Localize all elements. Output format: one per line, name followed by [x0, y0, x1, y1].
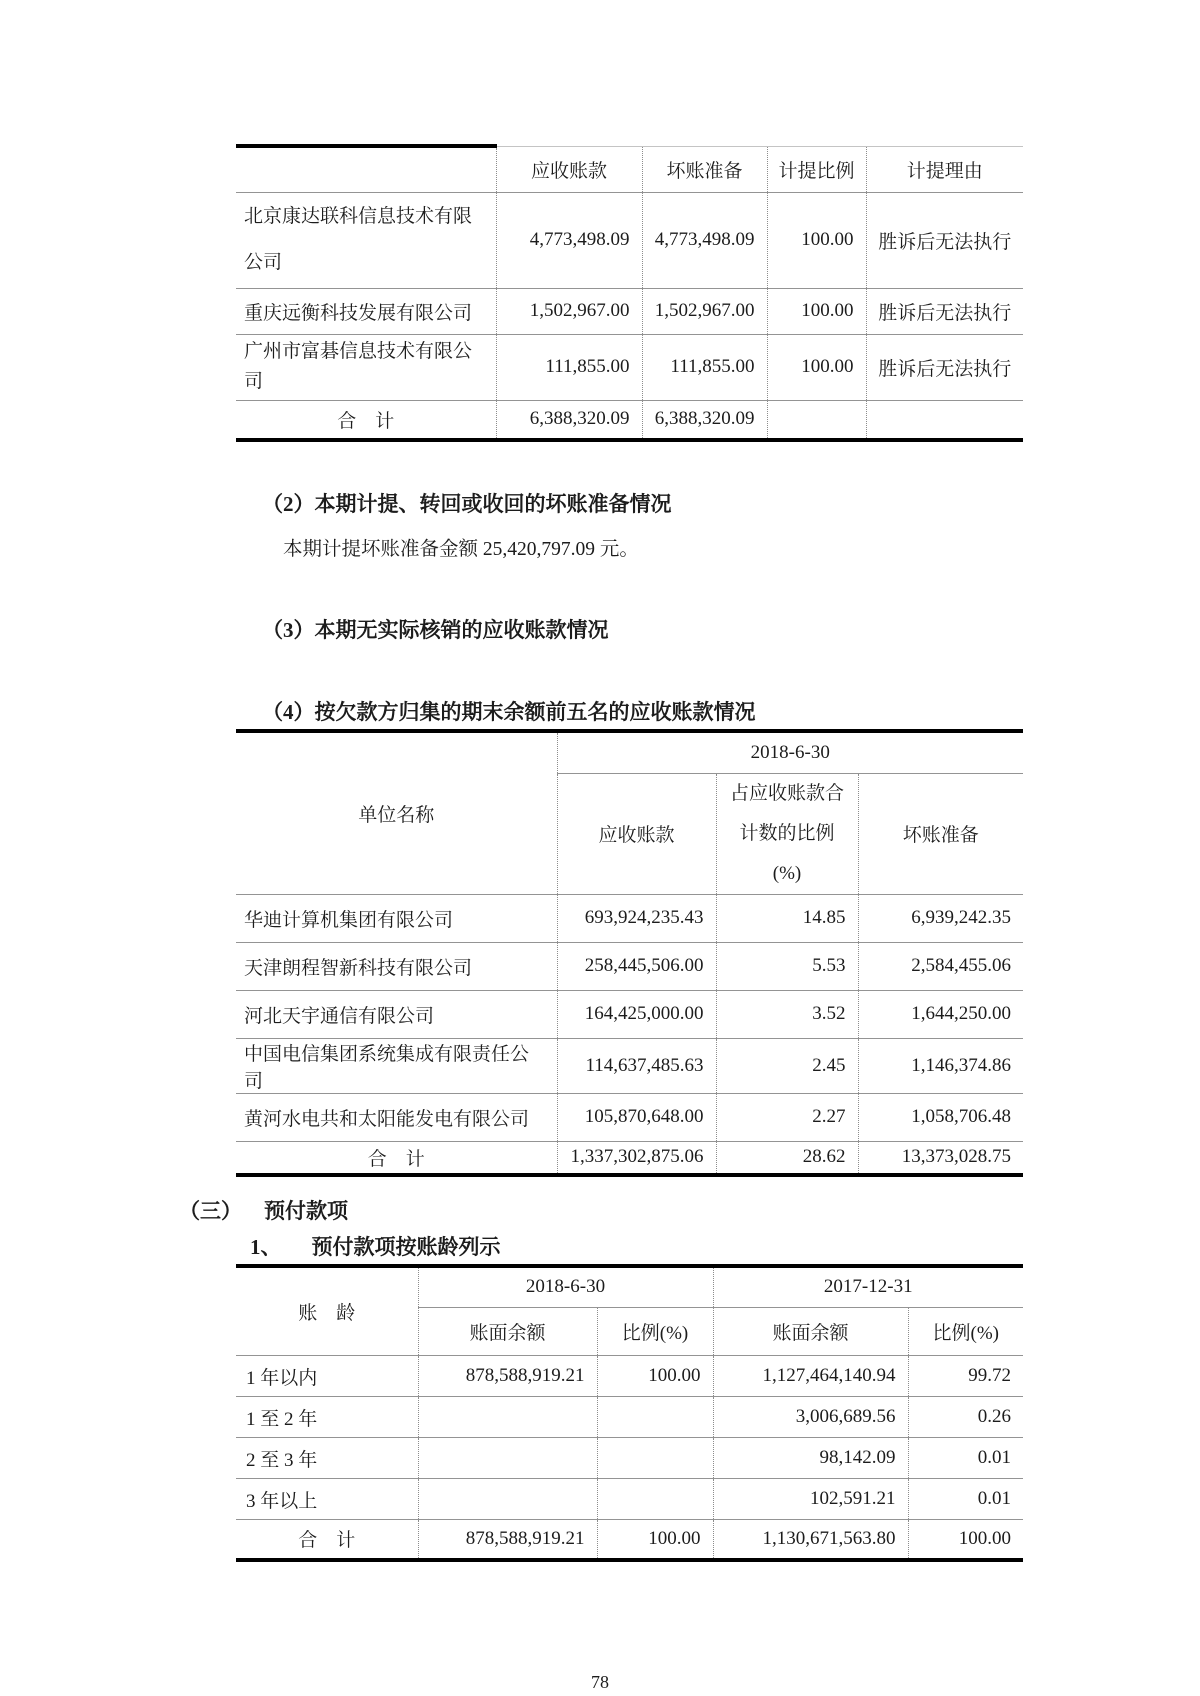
total-bad-debt: 6,388,320.09 — [642, 400, 767, 440]
header-aging: 账 龄 — [298, 1302, 356, 1324]
header-reason: 计提理由 — [866, 146, 1023, 192]
table-row — [236, 1038, 1023, 1093]
header-company: 单位名称 — [358, 804, 435, 826]
bad-debt-provision-table — [236, 144, 1023, 442]
company-name: 重庆远衡科技发展有限公司 — [236, 288, 496, 334]
reason-value: 胜诉后无法执行 — [866, 288, 1023, 334]
aging-label: 1 年以内 — [236, 1356, 418, 1397]
table-header-row — [236, 146, 1023, 192]
subheader-balance-2017: 账面余额 — [713, 1308, 908, 1356]
item-title: 预付款项按账龄列示 — [311, 1235, 501, 1260]
bad-debt-value: 1,146,374.86 — [858, 1038, 1023, 1093]
ratio-value: 2.45 — [716, 1038, 858, 1093]
balance-2018-value — [418, 1438, 597, 1479]
ratio-2017-value: 0.01 — [908, 1479, 1023, 1520]
table-total-row — [236, 1520, 1023, 1560]
table-row — [236, 942, 1023, 990]
bad-debt-value: 4,773,498.09 — [642, 192, 767, 288]
table-total-row — [236, 1141, 1023, 1175]
table-group-header-row — [236, 1266, 1023, 1308]
receivable-value: 4,773,498.09 — [496, 192, 642, 288]
subheader-ratio-2017: 比例(%) — [908, 1308, 1023, 1356]
header-period: 2018-6-30 — [557, 731, 1023, 773]
bad-debt-value: 1,058,706.48 — [858, 1093, 1023, 1141]
subheader-ratio-line1: 占应收账款合 — [729, 782, 844, 804]
table-cell-empty — [866, 400, 1023, 440]
header-period-2018: 2018-6-30 — [418, 1266, 713, 1308]
ratio-value: 14.85 — [716, 894, 858, 942]
ratio-2017-value: 99.72 — [908, 1356, 1023, 1397]
total-receivable: 6,388,320.09 — [496, 400, 642, 440]
ratio-value: 2.27 — [716, 1093, 858, 1141]
reason-value: 胜诉后无法执行 — [866, 192, 1023, 288]
section-title: 预付款项 — [264, 1199, 348, 1224]
company-name: 北京康达联科信息技术有限公司 — [236, 192, 496, 288]
header-ratio: 计提比例 — [767, 146, 866, 192]
section-heading-2: （2）本期计提、转回或收回的坏账准备情况 — [262, 492, 672, 516]
table-row — [236, 894, 1023, 942]
company-name: 天津朗程智新科技有限公司 — [236, 942, 557, 990]
balance-2017-value: 102,591.21 — [713, 1479, 908, 1520]
receivable-value: 693,924,235.43 — [557, 894, 716, 942]
bad-debt-value: 2,584,455.06 — [858, 942, 1023, 990]
total-label: 合 计 — [236, 1520, 418, 1560]
bad-debt-value: 1,644,250.00 — [858, 990, 1023, 1038]
page-number: 78 — [591, 1671, 609, 1692]
total-balance-2017: 1,130,671,563.80 — [713, 1520, 908, 1560]
table-row — [236, 1479, 1023, 1520]
section-heading-three — [179, 1197, 1200, 1225]
section-heading-3: （3）本期无实际核销的应收账款情况 — [262, 617, 609, 642]
total-label: 合 计 — [236, 1141, 557, 1175]
total-balance-2018: 878,588,919.21 — [418, 1520, 597, 1560]
item-number: 1、 — [250, 1235, 282, 1260]
aging-label: 2 至 3 年 — [236, 1438, 418, 1479]
ratio-2018-value — [597, 1438, 713, 1479]
ratio-2017-value: 0.01 — [908, 1438, 1023, 1479]
table-row — [236, 1093, 1023, 1141]
ratio-value: 5.53 — [716, 942, 858, 990]
table-group-header-row — [236, 731, 1023, 773]
balance-2017-value: 1,127,464,140.94 — [713, 1356, 908, 1397]
header-period-2017: 2017-12-31 — [713, 1266, 1023, 1308]
subheader-ratio-2018: 比例(%) — [597, 1308, 713, 1356]
table-row — [236, 334, 1023, 400]
balance-2018-value — [418, 1397, 597, 1438]
table-row — [236, 1438, 1023, 1479]
table-total-row — [236, 400, 1023, 440]
company-name: 黄河水电共和太阳能发电有限公司 — [236, 1093, 557, 1141]
balance-2017-value: 98,142.09 — [713, 1438, 908, 1479]
balance-2017-value: 3,006,689.56 — [713, 1397, 908, 1438]
ratio-2017-value: 0.26 — [908, 1397, 1023, 1438]
subheader-balance-2018: 账面余额 — [418, 1308, 597, 1356]
company-name: 广州市富碁信息技术有限公司 — [236, 334, 496, 400]
bad-debt-value: 111,855.00 — [642, 334, 767, 400]
subheader-bad-debt: 坏账准备 — [858, 773, 1023, 894]
ratio-value: 100.00 — [767, 334, 866, 400]
ratio-2018-value: 100.00 — [597, 1356, 713, 1397]
subsection-heading-1 — [250, 1233, 1200, 1261]
prepayments-aging-table — [236, 1264, 1023, 1562]
receivable-value: 1,502,967.00 — [496, 288, 642, 334]
receivable-value: 114,637,485.63 — [557, 1038, 716, 1093]
total-receivable: 1,337,302,875.06 — [557, 1141, 716, 1175]
subheader-ratio — [716, 773, 858, 894]
bad-debt-value: 1,502,967.00 — [642, 288, 767, 334]
total-ratio: 28.62 — [716, 1141, 858, 1175]
bad-debt-value: 6,939,242.35 — [858, 894, 1023, 942]
receivable-value: 258,445,506.00 — [557, 942, 716, 990]
section-heading-4: （4）按欠款方归集的期末余额前五名的应收账款情况 — [262, 700, 756, 724]
balance-2018-value: 878,588,919.21 — [418, 1356, 597, 1397]
table-row — [236, 192, 1023, 288]
receivable-value: 111,855.00 — [496, 334, 642, 400]
receivable-value: 164,425,000.00 — [557, 990, 716, 1038]
table-cell-empty — [767, 400, 866, 440]
header-bad-debt: 坏账准备 — [642, 146, 767, 192]
balance-2018-value — [418, 1479, 597, 1520]
company-name: 华迪计算机集团有限公司 — [236, 894, 557, 942]
ratio-2018-value — [597, 1397, 713, 1438]
table-row — [236, 1397, 1023, 1438]
ratio-value: 3.52 — [716, 990, 858, 1038]
ratio-value: 100.00 — [767, 288, 866, 334]
total-ratio-2018: 100.00 — [597, 1520, 713, 1560]
subheader-receivable: 应收账款 — [557, 773, 716, 894]
total-ratio-2017: 100.00 — [908, 1520, 1023, 1560]
section-marker: （三） — [179, 1199, 242, 1224]
table-row — [236, 1356, 1023, 1397]
table-row — [236, 990, 1023, 1038]
header-receivable: 应收账款 — [496, 146, 642, 192]
total-label: 合 计 — [236, 400, 496, 440]
section-2-body: 本期计提坏账准备金额 25,420,797.09 元。 — [283, 539, 639, 561]
ratio-value: 100.00 — [767, 192, 866, 288]
reason-value: 胜诉后无法执行 — [866, 334, 1023, 400]
total-bad-debt: 13,373,028.75 — [858, 1141, 1023, 1175]
ratio-2018-value — [597, 1479, 713, 1520]
top-five-receivables-table — [236, 729, 1023, 1177]
subheader-ratio-line2: 计数的比例(%) — [739, 822, 835, 884]
company-name: 河北天宇通信有限公司 — [236, 990, 557, 1038]
header-empty — [236, 146, 496, 192]
aging-label: 1 至 2 年 — [236, 1397, 418, 1438]
aging-label: 3 年以上 — [236, 1479, 418, 1520]
receivable-value: 105,870,648.00 — [557, 1093, 716, 1141]
company-name: 中国电信集团系统集成有限责任公司 — [236, 1038, 557, 1093]
table-row — [236, 288, 1023, 334]
